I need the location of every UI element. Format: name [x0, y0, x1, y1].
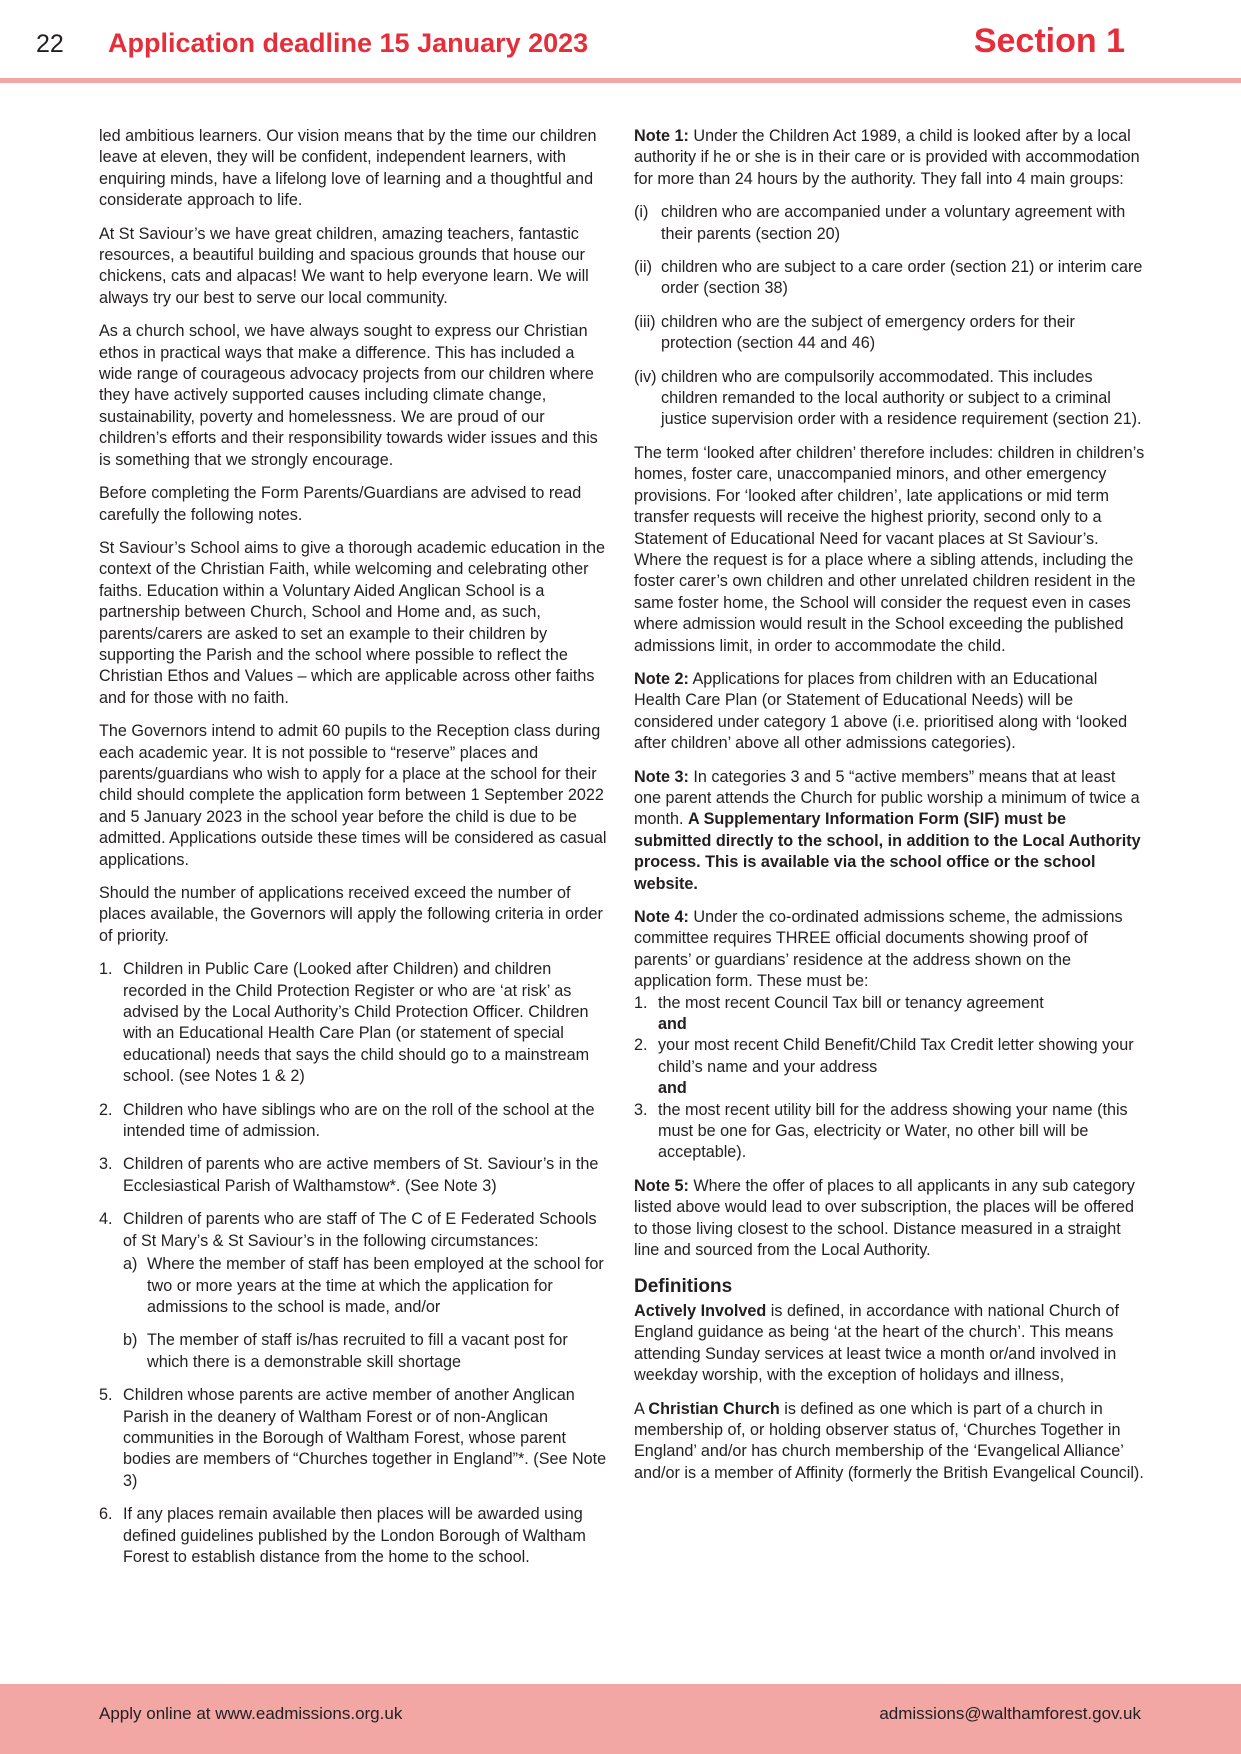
- documents-list: [634, 993, 1146, 1164]
- sub-item: a) Where the member of staff has been employed at the school for two or more years at the time at which the application for admissions to the school is made, and/or: [123, 1255, 604, 1316]
- eadmissions-link[interactable]: Apply online at www.eadmissions.org.uk: [99, 1704, 403, 1723]
- advice-paragraph: Before completing the Form Parents/Guardians are advised to read carefully the following notes.: [99, 484, 582, 524]
- document-item: 2. your most recent Child Benefit/Child Tax Credit letter showing your child’s name and your address and: [634, 1036, 1134, 1098]
- header-divider: [0, 78, 1241, 83]
- vision-paragraph: led ambitious learners. Our vision means that by the time our children leave at eleven, they will be confident, independent learners, with enquiring minds, have a lifelong love of learning and a thoughtful and considerate approach to life.: [99, 127, 597, 210]
- page-footer: [0, 1684, 1241, 1754]
- looked-after-paragraph: The term ‘looked after children’ therefore includes: children in children’s homes, foster care, unaccompanied minors, and other emergency provisions. For ‘looked after children’, late applications or mid term transfer requests will receive the highest priority, second only to a Statement of Educational Need for vacant places at St Saviour’s. Where the request is for a place where a sibling attends, including the foster carer’s own children and other unrelated children resident in the same foster home, the School will consider the request even in cases where admission would result in the School exceeding the published admissions limit, in order to accommodate the child.: [634, 443, 1145, 655]
- definition-christian-church: A Christian Church is defined as one which is part of a church in membership of, or holding observer status of, ‘Churches Together in England’ and/or has church membership of the ‘Evangelical Alliance’ and/or is a member of Affinity (formerly the British Evangelical Council).: [634, 1399, 1144, 1482]
- admissions-email-link[interactable]: admissions@walthamforest.gov.uk: [879, 1704, 1141, 1723]
- looked-after-groups: [634, 202, 1146, 431]
- page-number: 22: [36, 30, 64, 58]
- note-1: Note 1: Under the Children Act 1989, a child is looked after by a local authority if he or she is in their care or is provided with accommodation for more than 24 hours by the authority. They fall into 4 main groups:: [634, 127, 1140, 188]
- church-school-paragraph: As a church school, we have always sought to express our Christian ethos in practical ways that make a difference. This has included a wide range of courageous advocacy projects from our children where they have actively supported causes including climate change, sustainability, poverty and homelessness. We are proud of our children’s efforts and their responsibility towards wider issues and this is something that we strongly encourage.: [99, 322, 598, 469]
- deadline-title: Application deadline 15 January 2023: [108, 28, 589, 58]
- criteria-item: 6. If any places remain available then places will be awarded using defined guidelines published by the London Borough of Waltham Forest to establish distance from the home to the school.: [99, 1505, 586, 1566]
- group-item: (iv) children who are compulsorily accommodated. This includes children remanded to the local authority or subject to a criminal justice supervision order with a residence requirement (section 21).: [634, 367, 1142, 429]
- criteria-intro: Should the number of applications received exceed the number of places available, the Governors will apply the following criteria in order of priority.: [99, 884, 603, 945]
- staff-circumstances-list: [123, 1254, 609, 1373]
- criteria-list: [99, 959, 609, 1568]
- group-item: (i) children who are accompanied under a voluntary agreement with their parents (section 20): [634, 203, 1126, 243]
- section-title: Section 1: [973, 22, 1125, 60]
- criteria-item: 1. Children in Public Care (Looked after Children) and children recorded in the Child Protection Register or who are ‘at risk’ as advised by the Local Authority’s Child Protection Officer. Children with an Educational Health Care Plan (or statement of special educational) needs that says the child should go to a mainstream school. (see Notes 1 & 2): [99, 960, 590, 1086]
- governors-paragraph: The Governors intend to admit 60 pupils to the Reception class during each academic year. It is not possible to “reserve” places and parents/guardians who wish to apply for a place at the school for their child should complete the application form between 1 September 2022 and 5 January 2023 in the school year before the child is due to be admitted. Applications outside these times will be considered as casual applications.: [99, 722, 607, 869]
- criteria-item: 4. Children of parents who are staff of The C of E Federated Schools of St Mary’s & St Saviour’s in the following circumstances: a) Where the member of staff has been employed at the school for two or more years at the time at which the application for admissions to the school is made, and/or b) The member of staff is/has recruited to fill a vacant post for which there is a demonstrable skill shortage: [99, 1209, 609, 1373]
- criteria-item: 3. Children of parents who are active members of St. Saviour’s in the Ecclesiastical Parish of Walthamstow*. (See Note 3): [99, 1155, 599, 1195]
- document-item: 1. the most recent Council Tax bill or tenancy agreement and: [634, 993, 1044, 1034]
- page-header: [0, 0, 1241, 86]
- note-4: Note 4: Under the co-ordinated admissions scheme, the admissions committee requires THREE official documents showing proof of parents’ or guardians’ residence at the address shown on the application form. These must be:: [634, 908, 1123, 991]
- criteria-item: 5. Children whose parents are active member of another Anglican Parish in the deanery of Waltham Forest or of non-Anglican communities in the Borough of Waltham Forest, whose parent bodies are members of “Churches together in England”*. (See Note 3): [99, 1386, 607, 1490]
- document-item: 3. the most recent utility bill for the address showing your name (this must be one for Gas, electricity or Water, no other bill will be acceptable).: [634, 1100, 1128, 1162]
- sub-item: b) The member of staff is/has recruited to fill a vacant post for which there is a demonstrable skill shortage: [123, 1331, 568, 1371]
- aims-paragraph: St Saviour’s School aims to give a thorough academic education in the context of the Christian Faith, while welcoming and celebrating other faiths. Education within a Voluntary Aided Anglican School is a partnership between Church, School and Home and, as such, parents/carers are asked to set an example to their children by supporting the Parish and the school where possible to reflect the Christian Ethos and Values – which are applicable across other faiths and for those with no faith.: [99, 538, 606, 707]
- definition-actively-involved: Actively Involved is defined, in accordance with national Church of England guidance as being ‘at the heart of the church’. This means attending Sunday services at least twice a month or/and involved in weekday worship, with the exception of holidays and illness,: [634, 1301, 1119, 1385]
- note-2: Note 2: Applications for places from children with an Educational Health Care Plan (or Statement of Educational Needs) will be considered under category 1 above (i.e. prioritised along with ‘looked after children’ above all other admissions categories).: [634, 669, 1128, 753]
- note-5: Note 5: Where the offer of places to all applicants in any sub category listed above would lead to over subscription, the places will be offered to those living closest to the school. Distance measured in a straight line and sourced from the Local Authority.: [634, 1176, 1135, 1260]
- group-item: (iii) children who are the subject of emergency orders for their protection (section 44 and 46): [634, 312, 1075, 353]
- note-3: Note 3: In categories 3 and 5 “active members” means that at least one parent attends the Church for public worship a minimum of twice a month. A Supplementary Information Form (SIF) must be submitted directly to the school, in addition to the Local Authority process. This is available via the school office or the school website.: [634, 767, 1141, 893]
- school-paragraph: At St Saviour’s we have great children, amazing teachers, fantastic resources, a beautiful building and spacious grounds that house our chickens, cats and alpacas! We want to help everyone learn. We will always try our best to serve our local community.: [99, 224, 589, 307]
- definitions-heading: Definitions: [634, 1275, 733, 1297]
- group-item: (ii) children who are subject to a care order (section 21) or interim care order (section 38): [634, 258, 1143, 298]
- right-column: [634, 126, 1146, 1496]
- criteria-item: 2. Children who have siblings who are on the roll of the school at the intended time of admission.: [99, 1100, 595, 1141]
- left-column: [99, 126, 609, 1580]
